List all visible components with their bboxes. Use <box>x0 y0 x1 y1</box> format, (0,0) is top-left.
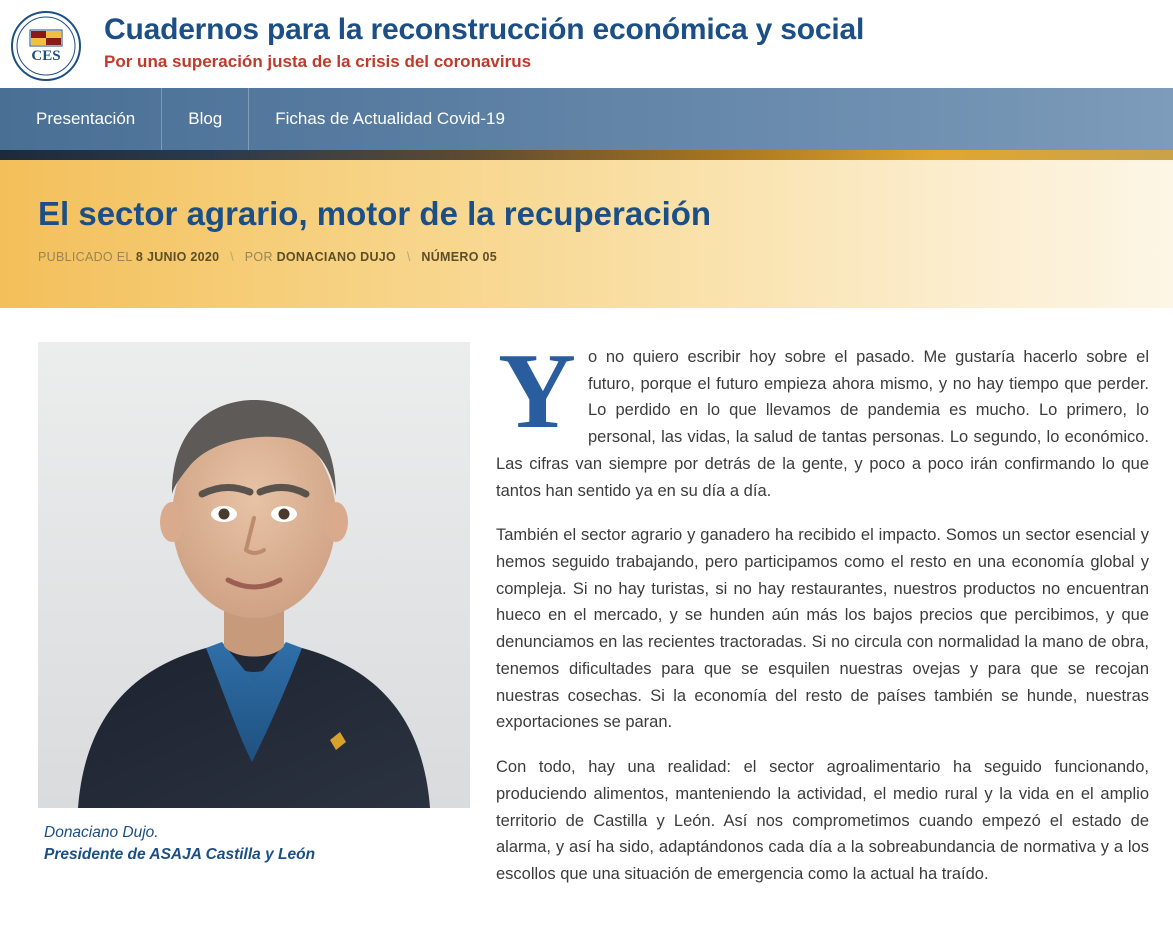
figure-caption-line-1: Donaciano Dujo. <box>44 824 159 841</box>
nav-item-presentacion[interactable]: Presentación <box>26 88 162 150</box>
figure-caption-line-2: Presidente de ASAJA Castilla y León <box>44 846 316 864</box>
meta-separator-1: \ <box>230 250 234 265</box>
author-label: POR <box>244 250 273 265</box>
author-name[interactable]: DONACIANO DUJO <box>276 250 397 265</box>
nav-item-blog[interactable]: Blog <box>162 88 249 150</box>
author-portrait <box>38 342 470 808</box>
article-meta <box>38 250 1173 264</box>
article-hero <box>0 150 1173 308</box>
article-figure <box>38 342 470 906</box>
site-title: Cuadernos para la reconstrucción económica y social <box>104 13 865 46</box>
page-title: El sector agrario, motor de la recuperación <box>38 195 712 232</box>
issue-number[interactable]: NÚMERO 05 <box>421 250 498 265</box>
dropcap-letter: Y <box>498 332 576 451</box>
site-header <box>0 0 1173 88</box>
published-label: PUBLICADO EL <box>38 250 133 265</box>
paragraph-3: Con todo, hay una realidad: el sector agroalimentario ha seguido funcionando, produciendo alimentos, manteniendo la actividad, el medio rural y la vida en el amplio territorio de Castilla y León. Así nos comprometimos cuando empezó el estado de alarma, y así ha sido, adaptándonos cada día a la sobreabundancia de normativa y a los escollos que una situación de emergencia como la actual ha traído. <box>496 758 1149 883</box>
article-body <box>0 308 1173 906</box>
published-date: 8 JUNIO 2020 <box>135 250 220 265</box>
figure-caption <box>38 822 470 867</box>
header-titles <box>82 8 864 71</box>
svg-text:CES: CES <box>31 48 61 64</box>
nav-item-fichas-covid[interactable]: Fichas de Actualidad Covid-19 <box>275 109 505 128</box>
main-nav <box>0 88 1173 150</box>
ces-castilla-y-leon-logo[interactable] <box>10 10 82 82</box>
paragraph-2: También el sector agrario y ganadero ha recibido el impacto. Somos un sector esencial y hemos seguido trabajando, pero participamos como el resto en una economía global y compleja. Si no hay turistas, si no hay restaurantes, nuestros productos no encuentran hueco en el mercado, y se hunden aún más los bajos precios que percibimos, y que denunciamos en las recientes tractoradas. Si no circula con normalidad la mano de obra, tenemos dificultades para que se esquilen nuestras ovejas y para que se recojan nuestras cosechas. Si la economía del resto de países también se hunde, nuestras exportaciones se paran. <box>496 526 1149 732</box>
site-subtitle: Por una superación justa de la crisis del coronavirus <box>104 51 532 71</box>
article-text <box>496 332 1149 906</box>
paragraph-1 <box>496 332 1149 504</box>
paragraph-1-text: o no quiero escribir hoy sobre el pasado. Me gustaría hacerlo sobre el futuro, porque el futuro empieza ahora mismo, y no hay tiempo que perder. Lo perdido en lo que llevamos de pandemia es mucho. Lo primero, lo personal, las vidas, la salud de tantas personas. Lo segundo, lo económico. Las cifras van siempre por detrás de la gente, y poco a poco irán confirmando lo que tantos han sentido ya en su día a día. <box>496 348 1149 500</box>
meta-separator-2: \ <box>406 250 411 265</box>
